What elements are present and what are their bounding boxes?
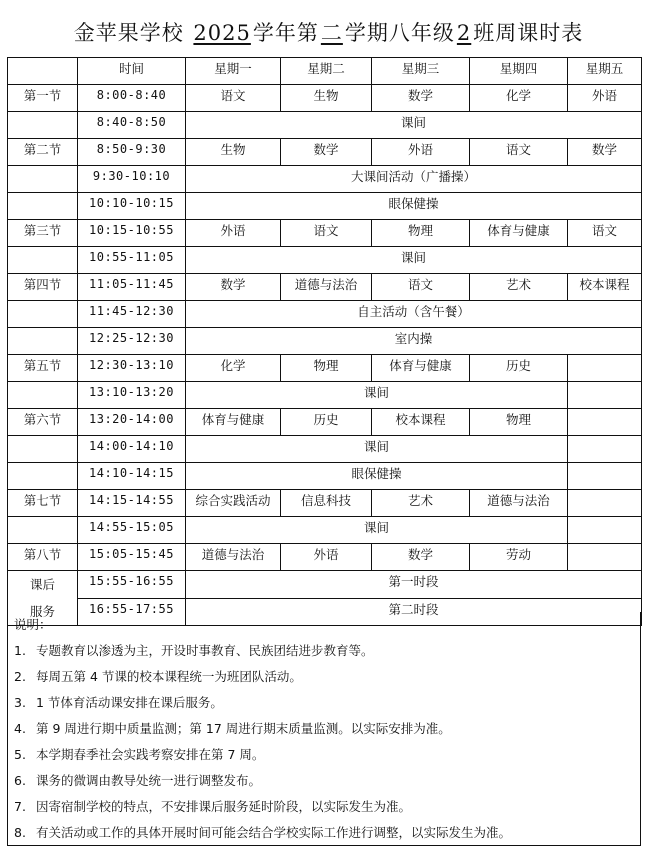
class-cell-empty: [568, 382, 642, 409]
table-row: [8, 355, 642, 382]
note-number: 2.: [14, 669, 26, 684]
period-label: 第七节: [8, 490, 78, 517]
term-number: 二: [320, 21, 343, 45]
page-title: [0, 17, 657, 47]
note-text: 因寄宿制学校的特点，不安排课后服务延时阶段，以实际发生为准。: [36, 799, 412, 814]
header-period: [8, 58, 78, 85]
table-row-after-school: [8, 571, 642, 599]
table-row: [8, 301, 642, 328]
table-row: [8, 112, 642, 139]
after-school-label-line1: 课后: [29, 577, 55, 592]
class-cell: 数学: [568, 139, 642, 166]
class-cell-empty: [568, 355, 642, 382]
class-cell: 外语: [372, 139, 470, 166]
time-cell: 10:10-10:15: [78, 193, 186, 220]
note-number: 3.: [14, 695, 26, 710]
time-cell: 9:30-10:10: [78, 166, 186, 193]
class-number: 2: [456, 21, 472, 45]
period-label: 第一节: [8, 85, 78, 112]
note-text: 专题教育以渗透为主，开设时事教育、民族团结进步教育等。: [36, 643, 374, 658]
time-cell: 8:40-8:50: [78, 112, 186, 139]
time-cell: 14:55-15:05: [78, 517, 186, 544]
class-cell: 语文: [281, 220, 372, 247]
class-cell: 艺术: [470, 274, 568, 301]
table-row: [8, 166, 642, 193]
note-text: 课务的微调由教导处统一进行调整发布。: [36, 773, 262, 788]
note-item: [14, 823, 511, 841]
note-text: 第 9 周进行期中质量监测；第 17 周进行期末质量监测。以实际安排为准。: [36, 721, 451, 736]
class-cell: 外语: [568, 85, 642, 112]
class-cell-empty: [568, 409, 642, 436]
class-cell: 劳动: [470, 544, 568, 571]
class-cell: 语文: [568, 220, 642, 247]
class-cell: 数学: [372, 85, 470, 112]
class-cell-empty: [568, 436, 642, 463]
period-label: [8, 436, 78, 463]
header-row: [8, 58, 642, 85]
header-friday: 星期五: [568, 58, 642, 85]
class-cell: 数学: [186, 274, 281, 301]
time-cell: 11:05-11:45: [78, 274, 186, 301]
note-text: 每周五第 4 节课的校本课程统一为班团队活动。: [36, 669, 302, 684]
period-label: [8, 112, 78, 139]
activity-cell: 眼保健操: [186, 463, 568, 490]
note-item: [14, 719, 451, 737]
note-item: [14, 745, 264, 763]
table-row: [8, 247, 642, 274]
class-cell: 体育与健康: [186, 409, 281, 436]
notes-heading: 说明：: [14, 617, 52, 632]
table-row: [8, 193, 642, 220]
after-school-slot: 第二时段: [186, 598, 642, 626]
header-wednesday: 星期三: [372, 58, 470, 85]
time-cell: 8:00-8:40: [78, 85, 186, 112]
class-cell: 语文: [186, 85, 281, 112]
class-cell: 语文: [372, 274, 470, 301]
after-school-slot: 第一时段: [186, 571, 642, 599]
class-cell: 道德与法治: [281, 274, 372, 301]
header-thursday: 星期四: [470, 58, 568, 85]
period-label: [8, 193, 78, 220]
class-cell: 外语: [186, 220, 281, 247]
timetable: [7, 57, 642, 626]
class-cell: 道德与法治: [186, 544, 281, 571]
note-item: [14, 667, 302, 685]
table-row: [8, 490, 642, 517]
period-label: 第四节: [8, 274, 78, 301]
school-year: 2025: [193, 21, 251, 45]
header-time: 时间: [78, 58, 186, 85]
activity-cell: 大课间活动（广播操）: [186, 166, 642, 193]
class-cell: 物理: [372, 220, 470, 247]
note-number: 6.: [14, 773, 26, 788]
title-text: 班周课时表: [473, 21, 584, 45]
activity-cell: 眼保健操: [186, 193, 642, 220]
break-cell: 课间: [186, 382, 568, 409]
break-cell: 课间: [186, 112, 642, 139]
class-cell: 数学: [281, 139, 372, 166]
time-cell: 14:00-14:10: [78, 436, 186, 463]
period-label: 第三节: [8, 220, 78, 247]
class-cell: 生物: [186, 139, 281, 166]
class-cell: 外语: [281, 544, 372, 571]
break-cell: 课间: [186, 247, 642, 274]
period-label: [8, 517, 78, 544]
period-label: 第二节: [8, 139, 78, 166]
class-cell: 历史: [470, 355, 568, 382]
period-label: 第八节: [8, 544, 78, 571]
note-text: 1 节体育活动课安排在课后服务。: [36, 695, 223, 710]
class-cell: 数学: [372, 544, 470, 571]
lunch-cell: 自主活动（含午餐）: [186, 301, 642, 328]
class-cell-empty: [568, 490, 642, 517]
time-cell: 15:55-16:55: [78, 571, 186, 599]
note-item: [14, 693, 223, 711]
period-label: [8, 301, 78, 328]
class-cell: 校本课程: [372, 409, 470, 436]
notes-box: [7, 612, 641, 846]
note-item: [14, 797, 411, 815]
period-label: [8, 247, 78, 274]
table-row: [8, 463, 642, 490]
note-number: 7.: [14, 799, 26, 814]
note-text: 有关活动或工作的具体开展时间可能会结合学校实际工作进行调整，以实际发生为准。: [36, 825, 512, 840]
time-cell: 15:05-15:45: [78, 544, 186, 571]
header-tuesday: 星期二: [281, 58, 372, 85]
period-label: [8, 463, 78, 490]
title-text: 学年第: [252, 21, 319, 45]
time-cell: 13:10-13:20: [78, 382, 186, 409]
class-cell: 物理: [470, 409, 568, 436]
time-cell: 14:15-14:55: [78, 490, 186, 517]
time-cell: 16:55-17:55: [78, 598, 186, 626]
class-cell: 艺术: [372, 490, 470, 517]
period-label: [8, 328, 78, 355]
time-cell: 12:25-12:30: [78, 328, 186, 355]
table-row: [8, 436, 642, 463]
period-label: 第六节: [8, 409, 78, 436]
table-row: [8, 220, 642, 247]
school-name: 金苹果学校: [73, 21, 184, 45]
table-row: [8, 517, 642, 544]
period-label: [8, 382, 78, 409]
class-cell: 物理: [281, 355, 372, 382]
table-row: [8, 85, 642, 112]
note-number: 8.: [14, 825, 26, 840]
note-number: 4.: [14, 721, 26, 736]
time-cell: 10:55-11:05: [78, 247, 186, 274]
table-row: [8, 328, 642, 355]
note-item: [14, 641, 374, 659]
table-row: [8, 274, 642, 301]
class-cell: 化学: [470, 85, 568, 112]
period-label: 第五节: [8, 355, 78, 382]
class-cell: 体育与健康: [470, 220, 568, 247]
note-text: 本学期春季社会实践考察安排在第 7 周。: [36, 747, 265, 762]
time-cell: 13:20-14:00: [78, 409, 186, 436]
class-cell: 化学: [186, 355, 281, 382]
class-cell: 生物: [281, 85, 372, 112]
class-cell-empty: [568, 463, 642, 490]
break-cell: 课间: [186, 436, 568, 463]
class-cell-empty: [568, 544, 642, 571]
activity-cell: 室内操: [186, 328, 642, 355]
class-cell: 语文: [470, 139, 568, 166]
table-row: [8, 382, 642, 409]
time-cell: 10:15-10:55: [78, 220, 186, 247]
note-number: 5.: [14, 747, 26, 762]
time-cell: 14:10-14:15: [78, 463, 186, 490]
note-number: 1.: [14, 643, 26, 658]
table-row: [8, 409, 642, 436]
class-cell: 信息科技: [281, 490, 372, 517]
time-cell: 8:50-9:30: [78, 139, 186, 166]
table-row: [8, 544, 642, 571]
time-cell: 12:30-13:10: [78, 355, 186, 382]
class-cell: 体育与健康: [372, 355, 470, 382]
title-text: 学期八年级: [344, 21, 455, 45]
class-cell-empty: [568, 517, 642, 544]
class-cell: 校本课程: [568, 274, 642, 301]
break-cell: 课间: [186, 517, 568, 544]
header-monday: 星期一: [186, 58, 281, 85]
class-cell: 历史: [281, 409, 372, 436]
class-cell: 综合实践活动: [186, 490, 281, 517]
note-item: [14, 771, 261, 789]
table-row: [8, 139, 642, 166]
after-school-label-line2: 服务: [29, 604, 55, 619]
class-cell: 道德与法治: [470, 490, 568, 517]
period-label: [8, 166, 78, 193]
time-cell: 11:45-12:30: [78, 301, 186, 328]
